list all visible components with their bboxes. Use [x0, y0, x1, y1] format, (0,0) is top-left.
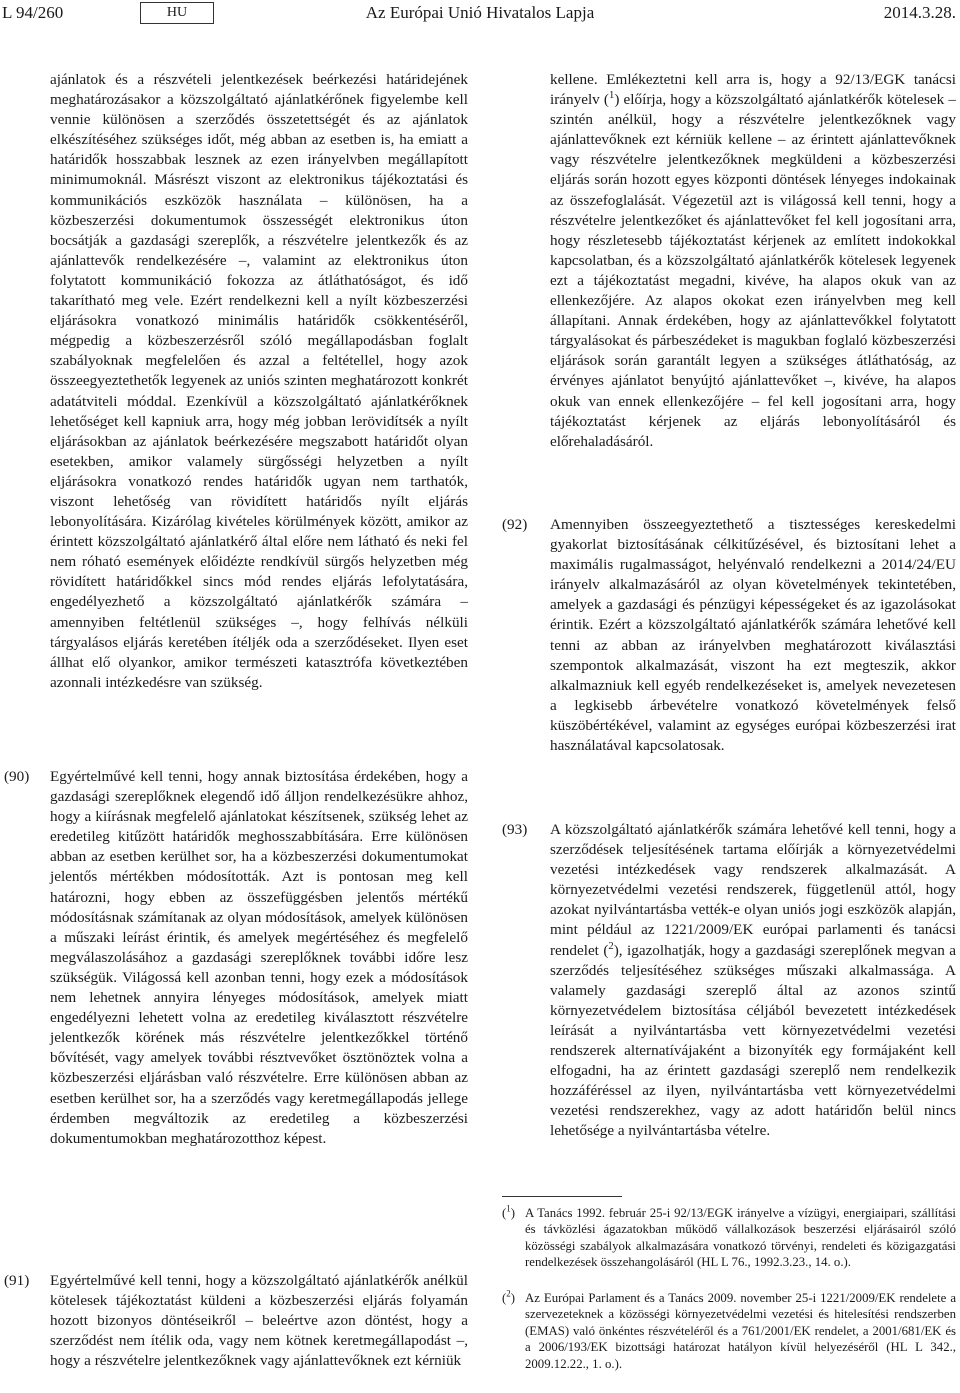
recital-89-continuation: ajánlatok és a részvételi jelentkezések beérkezési határidejének meghatározásakor a közszolgáltató ajánlatkérőnek figyelembe kell vennie különösen a szerződés összetettségét és az ajánlatok elkészítéséhez szükséges időt, még abban az esetben is, ha emiatt a határidők hosszabbak lesznek az ezen irányelvben megállapított minimumoknál. Másrészt viszont az elektronikus tájékoztatási és kommunikációs eszközök használata – különösen, ha a közbeszerzési dokumentumok összességét elektronikus úton bocsátják a gazdasági szereplők, a részvételre jelentkezők és az ajánlattevők rendelkezésére –, valamint az elektronikus úton folytatott kommunikáció fokozza az átláthatóságot, és idő takarítható meg vele. Ezért rendelkezni kell a nyílt közbeszerzési eljárásokra vonatkozó minimális határidők csökkentéséről, mégpedig a közbeszerzésről szóló megállapodásban foglalt szabályoknak megfelelően és azzal a feltétellel, hogy azok összeegyeztethetők legyenek az uniós szinten meghatározott konkrét adatátviteli móddal. Ezenkívül a közszolgáltató ajánlatkérőknek lehetőséget kell kapniuk arra, hogy még jobban lerövidítsék a nyílt eljárásokban az ajánlatok beérkezésére megszabott határidőt olyan esetekben, amikor valamely sürgősségi helyzetben a nyílt eljárásokra vonatkozó rendes határidők ugyan nem tarthatók, viszont lehetőség van rövidített határidős nyílt eljárás lebonyolítására. Kizárólag kivételes körülmények között, amikor az érintett közszolgáltató ajánlatkérő által előre nem látható és neki fel nem róható események előidézte rendkívül sürgős helyzetben még rövidített határidőkkel sincs mód rendes eljárás lefolytatására, engedélyezhető a közszolgáltató ajánlatkérők számára – amennyiben feltétlenül szükséges –, hogy felhívás nélküli tárgyalásos eljárás keretében ítéljék oda a szerződéseket. Ilyen eset állhat elő olyankor, amikor természeti katasztrófa következtében azonnali intézkedésre van szükség.	[50, 71, 468, 691]
journal-title: Az Európai Unió Hivatalos Lapja	[365, 3, 595, 22]
recital-text-b: ), igazolhatják, hogy a gazdasági szereplőnek megvan a szerződés teljesítéséhez szükséges műszaki alkalmassága. A valamely gazdasági szereplő által az azonos szintű környezetvédelem biztosítása céljából bevezetett intézkedések leírását a nyilvántartásba vett környezetvédelmi vezetési rendszerek alternatívájaként a bizonyíték egy formájaként kell elfogadni, ha az érintett gazdasági szereplő nem rendelkezik hozzáféréssel az ilyen, nyilvántartásba vett környezetvédelmi vezetési rendszerekhez, vagy az adott határidőn belül nincs lehetősége a nyilvántartásba vételre.	[550, 941, 956, 1140]
footnote-number: ($^2$)	[502, 1288, 516, 1305]
footnote-text: A Tanács 1992. február 25-i 92/13/EGK irányelve a vízügyi, energiaipari, szállítási és távközlési ágazatokban működő vállalkozások beszerzési eljárásairól szóló közösségi szabályok alkalmazására vonatkozó törvényi, rendeleti és közigazgatási rendelkezések összehangolásáról (HL L 76., 1992.3.23., 14. o.).	[525, 1206, 956, 1270]
recital-text: Egyértelművé kell tenni, hogy a közszolgáltató ajánlatkérők anélkül kötelesek tájékoztatást küldeni a közbeszerzési eljárás folyamán hozott bizonyos döntéseikről – beleértve azon döntést, hogy a szerződést nem ítélik oda, vagy nem kötnek keretmegállapodást –, hogy a részvételre jelentkezőknek vagy ajánlattevőknek ezt kérniük	[50, 1272, 468, 1370]
left-column	[50, 70, 468, 693]
footnote-ref[interactable]: 1	[609, 90, 615, 102]
recital-text: Egyértelművé kell tenni, hogy annak biztosítása érdekében, hogy a gazdasági szereplőknek elegendő idő álljon rendelkezésükre ahhoz, hogy a kiírásnak megfelelő ajánlatokat készítsenek, szükség lehet az eredetileg kitűzött határidők meghosszabbítására. Erre különösen abban az esetben kerülhet sor, ha a közbeszerzési dokumentumokat jelentős mértékben módosították. Azt is pontosan meg kell határozni, hogy ebben az összefüggésben jelentős mértékű módosításnak számítanak az olyan módosítások, amelyek különösen a műszaki leírást érintik, és amelyek megértéséhez és megfelelő megválaszolásához a gazdasági szereplőknek további időre lesz szükségük. Világossá kell azonban tenni, hogy ezek a módosítások nem lehetnek annyira lényeges módosítások, amelyek miatt engedélyezni lehetett volna az eredetileg kiválasztott részvételre jelentkezők körének más részvételre jelentkezőkkel történő bővítését, vagy amelyek további résztvevőket ösztönöztek volna a közbeszerzési eljárásban való részvételre. Erre különösen abban az esetben kerülhet sor, ha a szerződés vagy keretmegállapodás jellege érdemben megváltozik az eredetileg a közbeszerzési dokumentumokban meghatározotthoz képest.	[50, 768, 468, 1147]
footnote-divider	[502, 1196, 622, 1197]
recital-91-continuation	[550, 70, 956, 452]
footnote-number-value: 2	[506, 1288, 511, 1299]
continuation-text-a: kellene. Emlékeztetni kell arra is, hogy a 92/13/EGK tanácsi irányelv (	[550, 71, 956, 109]
footnote-number-value: 1	[506, 1203, 511, 1214]
footnote-text: Az Európai Parlament és a Tanács 2009. november 25-i 1221/2009/EK rendelete a szervezeteknek a közösségi környezetvédelmi vezetési és hitelesítési rendszerben (EMAS) való önkéntes részvételéről és a 761/2001/EK rendelet, a 2001/681/EK és a 2006/193/EK bizottsági határozat hatályon kívül helyezéséről (HL L 342., 2009.12.22., 1. o.).	[525, 1291, 956, 1371]
recital-number: (90)	[4, 768, 30, 785]
recital-text	[550, 820, 956, 1142]
page-header	[0, 0, 960, 30]
recital-number: (91)	[4, 1272, 30, 1289]
footnote-number: ($^1$)	[502, 1203, 516, 1220]
page-reference: L 94/260	[2, 3, 64, 22]
recital-text: Amennyiben összeegyeztethető a tisztességes kereskedelmi gyakorlat biztosításának célkitűzésével, és biztosítani lehet a maximális rugalmasságot, helyénvaló rendelkezni a 2014/24/EU irányelv alkalmazásáról az olyan követelmények tekintetében, amelyek a gazdasági és pénzügyi képességeket és az igazolásokat érintik. Ezért a közszolgáltató ajánlatkérők számára lehetővé kell tenni az abban az irányelvben meghatározott kiválasztási szempontok alkalmazását, viszont ha ezt megteszik, akkor alkalmazniuk kell egyéb rendelkezéseket is, amelyek nevezetesen a legkisebb árbevételre vonatkozó követelmények felső küszöbértékével, valamint az egységes európai közbeszerzési irat használatával kapcsolatosak.	[550, 516, 956, 755]
footnote-ref[interactable]: 2	[608, 940, 614, 952]
right-column	[550, 70, 956, 452]
recital-number: (93)	[502, 821, 528, 838]
language-code-box: HU	[140, 2, 214, 24]
continuation-text-b: ) előírja, hogy a közszolgáltató ajánlatkérők kötelesek – szintén anélkül, hogy a részvételre jelentkezőknek vagy ajánlattevőknek ezt kérniük kellene – az érintett ajánlattevőknek vagy részvételre jelentkezőknek megküldeni a közbeszerzési eljárás során hozott egyes központi döntések lényeges indokainak az összefoglalását. Végezetül azt is világossá kell tenni, hogy a részvételre jelentkezőket és ajánlattevőket fel kell jogosítani arra, hogy részletesebb tájékoztatást kérjenek az említett indokokkal kapcsolatban, és a közszolgáltató ajánlatkérők kötelesek legyenek ezt a tájékoztatást megadni, kivéve, ha alapos okuk van az ellenkezőjére. Az alapos okokat ezen irányelvben meg kell állapítani. Annak érdekében, hogy az ajánlattevőkkel folytatott tárgyalásokat és párbeszédeket is magukban foglaló közbeszerzési eljárások során garantált legyen a szükséges átláthatóság, az érvényes ajánlatot benyújtó ajánlattevőket –, kivéve, ha alapos okuk van ennek ellenkezőjére – fel kell jogosítani arra, hogy tájékoztatást kérjenek az eljárás lebonyolításáról és előrehaladásáról.	[550, 91, 956, 450]
recital-number: (92)	[502, 516, 528, 533]
publication-date: 2014.3.28.	[883, 3, 956, 22]
recital-text-a: A közszolgáltató ajánlatkérők számára lehetővé kell tenni, hogy a szerződések teljesítésének tartama előírják a környezetvédelmi vezetési intézkedések vagy rendszerek alkalmazását. A környezetvédelmi vezetési rendszerek, függetlenül attól, hogy azokat nyilvántartásba vették-e olyan uniós jogi eszközök alapján, mint például az 1221/2009/EK európai parlamenti és tanácsi rendelet (	[550, 821, 956, 959]
